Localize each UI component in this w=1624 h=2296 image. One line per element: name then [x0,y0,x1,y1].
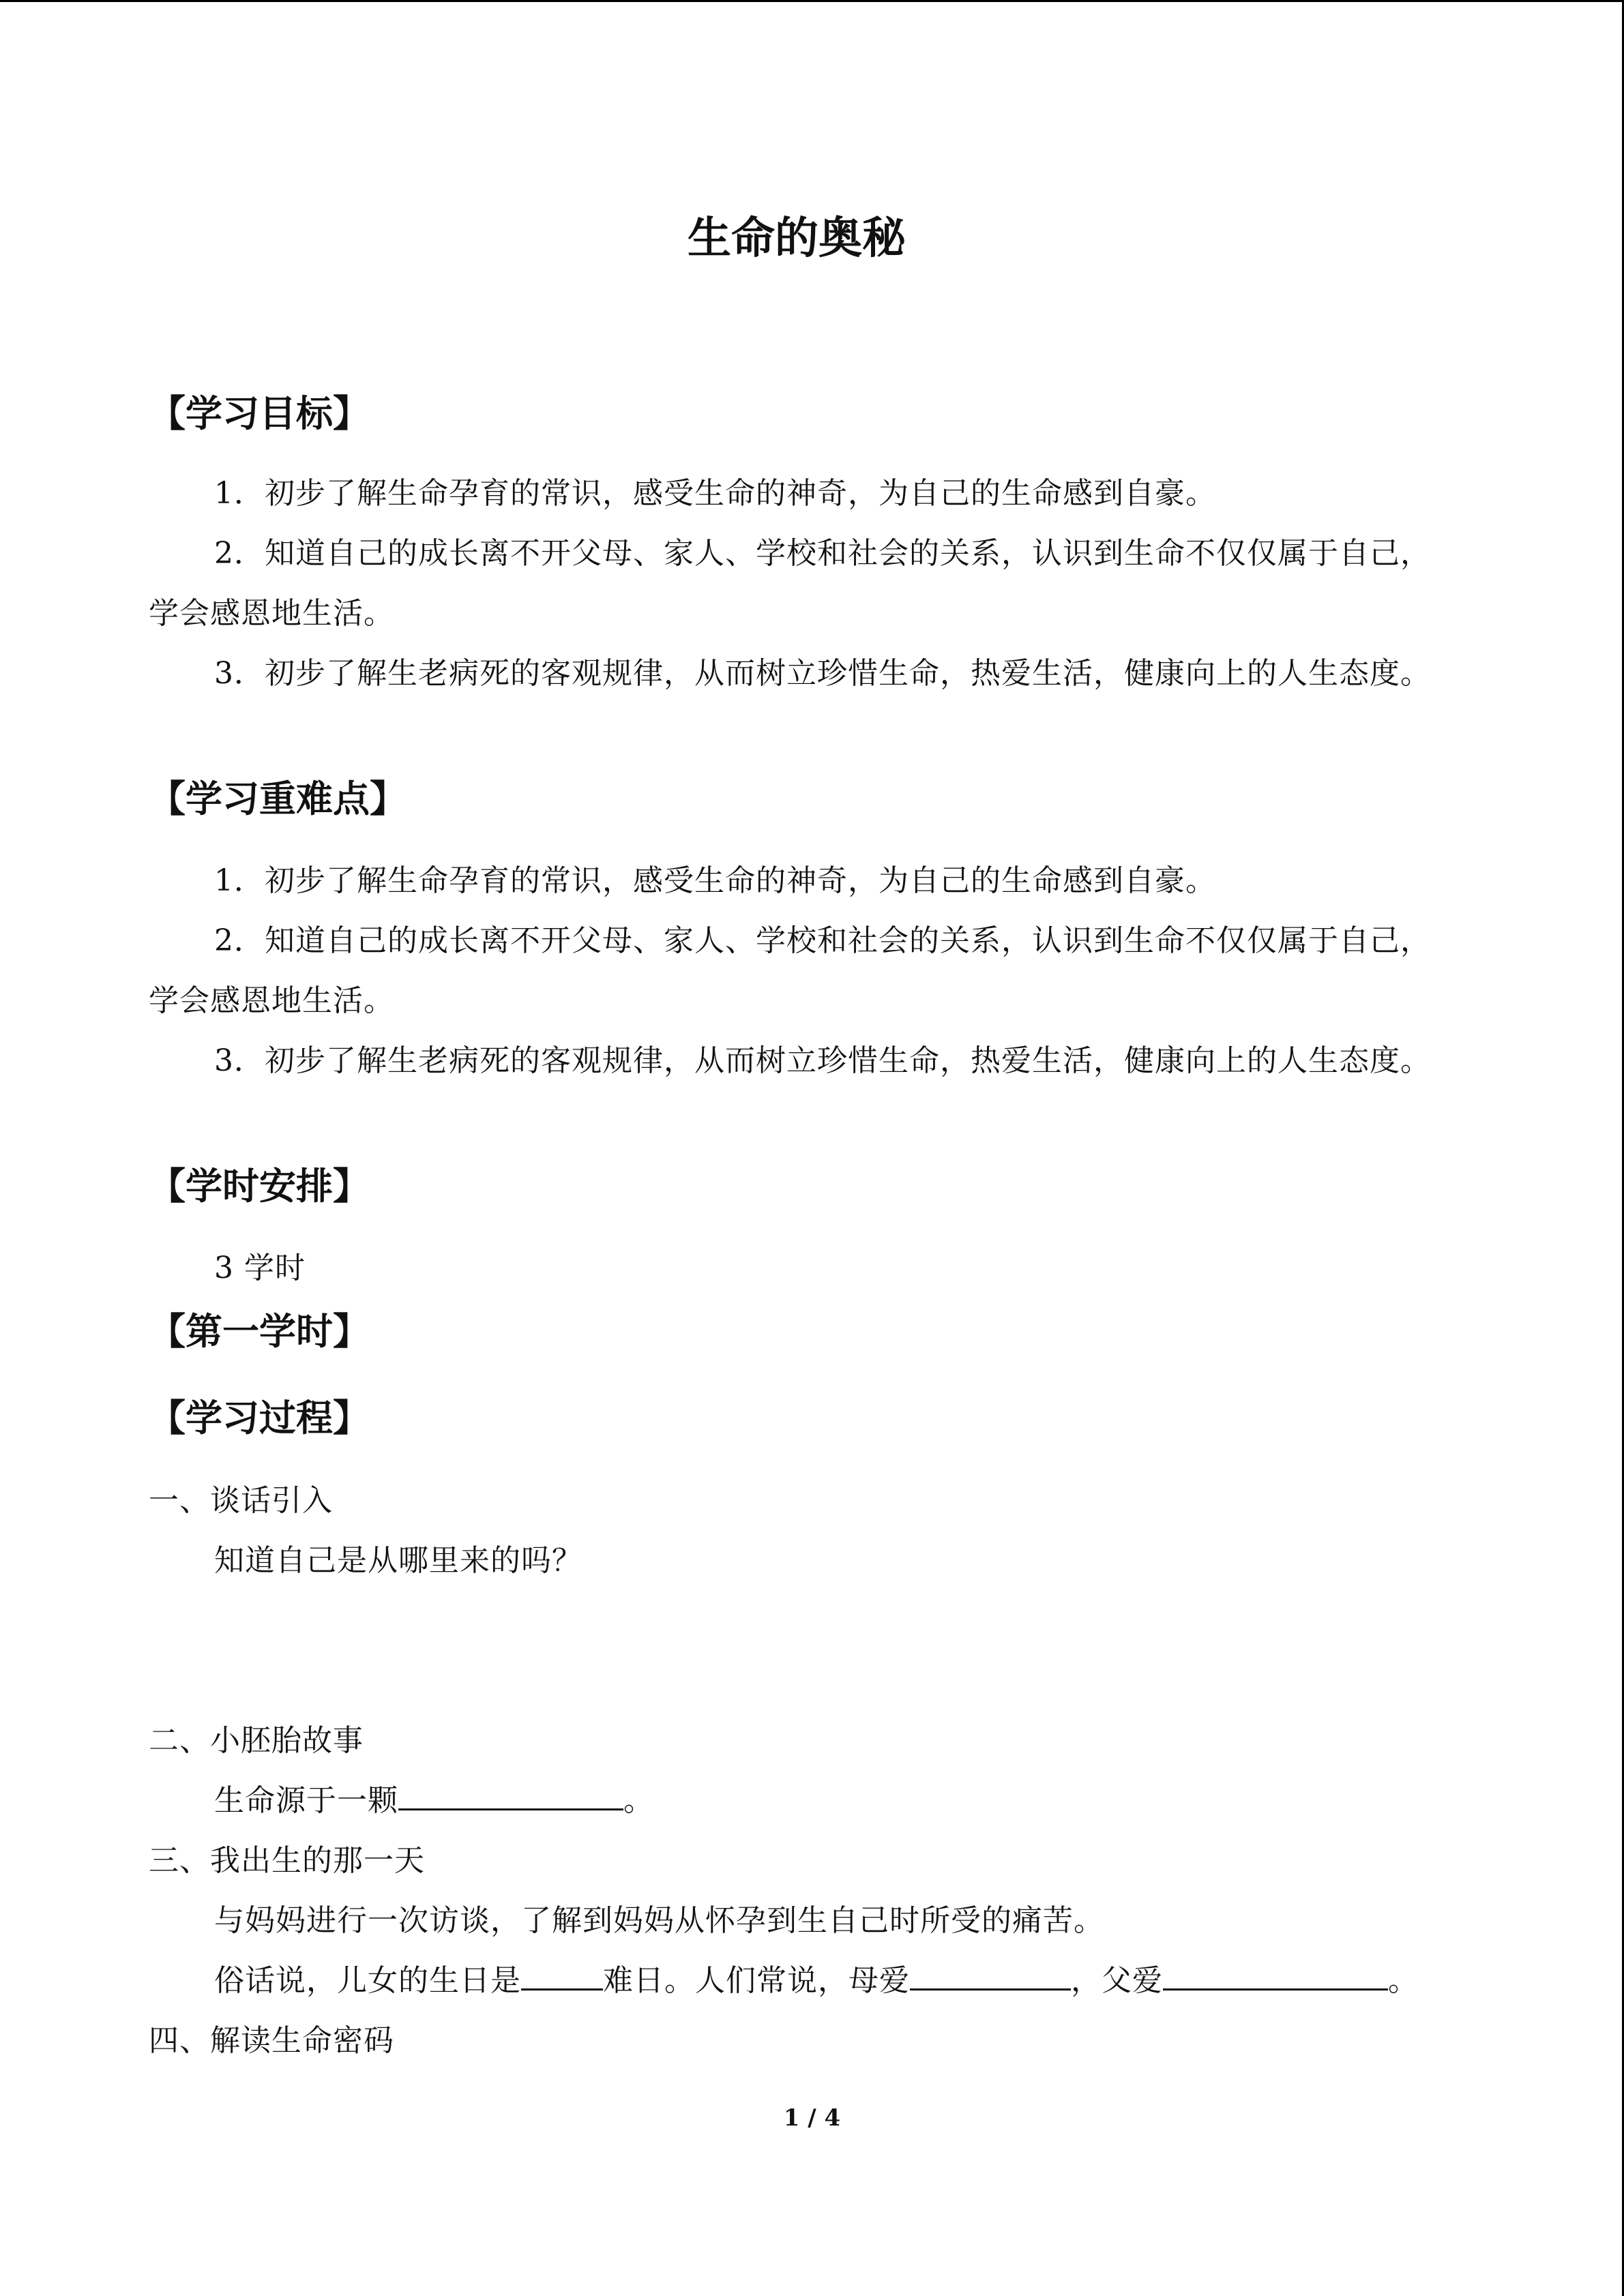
section-3-text-b: 难日。人们常说，母爱 [603,1963,910,1998]
section-3-text-c: ，父爱 [1071,1963,1163,1998]
key-point-item-2: 2．知道自己的成长离不开父母、家人、学校和社会的关系，认识到生命不仅仅属于自己，学会感恩地生活。 [149,923,1431,1018]
fill-blank-1[interactable] [398,1781,623,1810]
goal-item-2: 2．知道自己的成长离不开父母、家人、学校和社会的关系，认识到生命不仅仅属于自己，学会感恩地生活。 [149,536,1431,631]
heading-key-points: 【学习重难点】 [149,777,407,820]
section-3-title: 三、我出生的那一天 [149,1843,425,1878]
key-point-item-3: 3．初步了解生老病死的客观规律，从而树立珍惜生命，热爱生活，健康向上的人生态度。 [214,1043,1431,1078]
section-4-title: 四、解读生命密码 [149,2023,394,2058]
heading-learning-goals: 【学习目标】 [149,392,370,435]
section-2-line [214,1771,654,1831]
section-3-text-1: 与妈妈进行一次访谈，了解到妈妈从怀孕到生自己时所受的痛苦。 [214,1903,1104,1938]
section-1-text: 知道自己是从哪里来的吗？ [214,1543,582,1578]
schedule-text: 3 学时 [214,1251,306,1285]
section-1-title: 一、谈话引入 [149,1483,333,1518]
section-3-text-a: 俗话说，儿女的生日是 [214,1963,521,1998]
page-title: 生命的奥秘 [688,213,906,264]
fill-blank-4[interactable] [1163,1961,1388,1991]
section-2-text-before: 生命源于一颗 [214,1783,398,1818]
heading-first-period: 【第一学时】 [149,1310,370,1353]
fill-blank-3[interactable] [910,1961,1071,1991]
fill-blank-2[interactable] [521,1961,603,1991]
section-3-line-2 [214,1951,1419,2011]
section-2-title: 二、小胚胎故事 [149,1723,364,1758]
goal-item-1: 1．初步了解生命孕育的常识，感受生命的神奇，为自己的生命感到自豪。 [214,476,1216,511]
section-3-text-d: 。 [1388,1963,1419,1998]
goal-item-3: 3．初步了解生老病死的客观规律，从而树立珍惜生命，热爱生活，健康向上的人生态度。 [214,656,1431,691]
key-point-item-1: 1．初步了解生命孕育的常识，感受生命的神奇，为自己的生命感到自豪。 [214,863,1216,898]
heading-learning-process: 【学习过程】 [149,1397,370,1440]
page-number: 1 / 4 [783,2104,841,2132]
section-2-text-after: 。 [623,1783,654,1818]
heading-schedule: 【学时安排】 [149,1165,370,1208]
